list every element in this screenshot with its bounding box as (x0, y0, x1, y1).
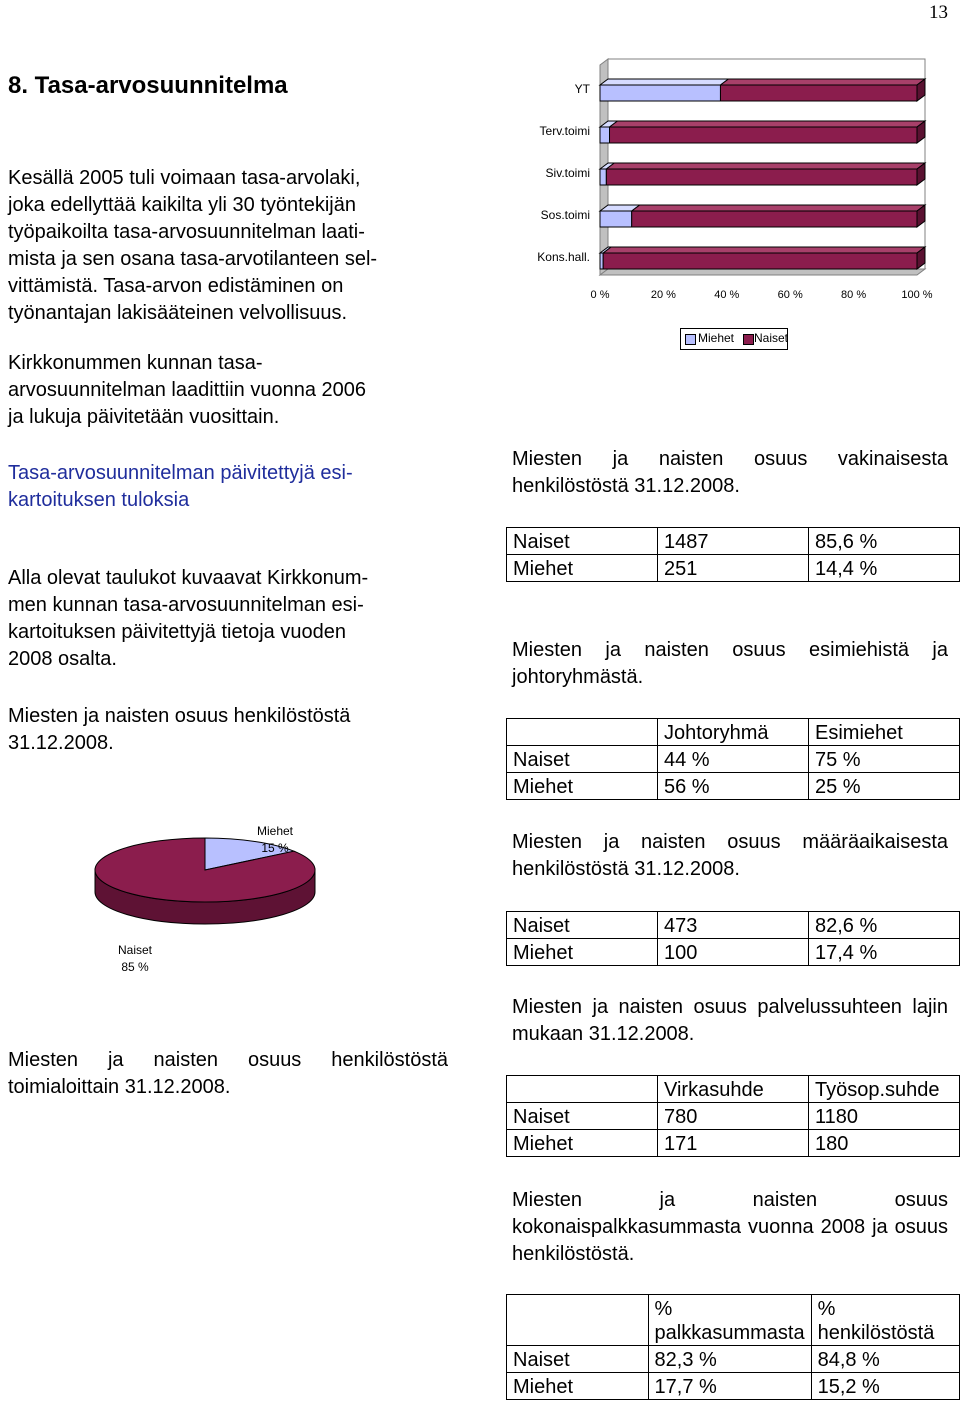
table-cell (507, 1295, 649, 1346)
text-line: Kesällä 2005 tuli voimaan tasa-arvolaki, (8, 167, 361, 189)
table-cell: Miehet (507, 555, 658, 582)
bar-naiset (720, 85, 917, 101)
legend-label-miehet: Miehet (698, 331, 735, 345)
bar-miehet (600, 85, 720, 101)
bar-top-naiset (606, 163, 925, 169)
table-cell: Miehet (507, 939, 658, 966)
chart-floor (600, 269, 925, 275)
management-table (506, 718, 960, 800)
table-cell: Naiset (507, 1346, 649, 1373)
table-cell: Miehet (507, 1373, 649, 1400)
table-cell: Naiset (507, 746, 658, 773)
table-row (507, 1130, 960, 1157)
temporary-staff-table (506, 911, 960, 966)
table-cell: 82,6 % (809, 912, 960, 939)
sector-bar-chart (530, 55, 960, 310)
page-heading: 8. Tasa-arvosuunnitelma (8, 72, 288, 99)
bar-naiset (603, 253, 917, 269)
table4-title: Miesten ja naisten osuus palvelussuhteen lajin mukaan 31.12.2008. (512, 996, 948, 1045)
pie-value-naiset: 85 % (121, 960, 149, 974)
bar-top-naiset (610, 121, 925, 127)
pie-label-miehet: Miehet (256, 824, 294, 838)
text-line: 2008 osalta. (8, 648, 117, 670)
table2-title: Miesten ja naisten osuus esimiehistä ja johtoryhmästä. (512, 639, 948, 688)
bar-top-naiset (603, 247, 925, 253)
table-cell: 251 (658, 555, 809, 582)
text-line: työpaikoilta tasa-arvosuunnitelman laati- (8, 221, 365, 243)
table-cell: 75 % (809, 746, 960, 773)
plan-paragraph (8, 350, 448, 431)
table-row (507, 528, 960, 555)
category-label: Terv.toimi (539, 124, 590, 138)
table-row (507, 555, 960, 582)
table-row (507, 746, 960, 773)
table-cell: 84,8 % (811, 1346, 959, 1373)
table-header-cell: Virkasuhde (658, 1076, 809, 1103)
table-row (507, 912, 960, 939)
table-cell: Miehet (507, 1130, 658, 1157)
table1-title: Miesten ja naisten osuus vakinaisesta henkilöstöstä 31.12.2008. (512, 448, 948, 497)
category-label: Siv.toimi (545, 166, 590, 180)
table-header-cell: Esimiehet (809, 719, 960, 746)
permanent-staff-table (506, 527, 960, 582)
text-line: arvosuunnitelman laadittiin vuonna 2006 (8, 379, 367, 401)
x-tick-label: 40 % (714, 289, 740, 301)
section-subheading (8, 460, 448, 514)
table-header-cell: % palkkasummasta (648, 1295, 811, 1346)
table-row (507, 1103, 960, 1130)
table-cell: 17,7 % (648, 1373, 811, 1400)
table-cell: 15,2 % (811, 1373, 959, 1400)
bar-miehet (600, 211, 632, 227)
text-line: Kirkkonummen kunnan tasa- (8, 352, 263, 374)
text-line: mista ja sen osana tasa-arvotilanteen sel- (8, 248, 378, 270)
text-line: ja lukuja päivitetään vuosittain. (8, 406, 280, 428)
pie-value-miehet: 15 % (261, 841, 289, 855)
table-cell: 780 (658, 1103, 809, 1130)
table-row (507, 1295, 960, 1346)
table-row (507, 939, 960, 966)
chart-legend (680, 328, 788, 350)
employment-type-table (506, 1075, 960, 1157)
table-cell: 100 (658, 939, 809, 966)
text-line: Alla olevat taulukot kuvaavat Kirkkonum- (8, 567, 369, 589)
table-cell: 14,4 % (809, 555, 960, 582)
payroll-table (506, 1294, 960, 1400)
category-label: Kons.hall. (537, 250, 590, 264)
table-cell (507, 1076, 658, 1103)
table-header-cell: Johtoryhmä (658, 719, 809, 746)
table-row (507, 1373, 960, 1400)
table-cell: Miehet (507, 773, 658, 800)
table-cell: 17,4 % (809, 939, 960, 966)
table-cell: 473 (658, 912, 809, 939)
table-cell: 171 (658, 1130, 809, 1157)
text-line: vittämistä. Tasa-arvon edistäminen on (8, 275, 344, 297)
table-header-cell: % henkilöstöstä (811, 1295, 959, 1346)
bar-miehet (600, 169, 606, 185)
category-label: YT (574, 82, 590, 96)
table-cell: Naiset (507, 528, 658, 555)
table-cell: 44 % (658, 746, 809, 773)
bar-top-naiset (720, 79, 925, 85)
text-line: kartoituksen tuloksia (8, 489, 190, 511)
table-cell: 1180 (809, 1103, 960, 1130)
table-row (507, 773, 960, 800)
table-cell: 85,6 % (809, 528, 960, 555)
table-row (507, 1076, 960, 1103)
table-row (507, 719, 960, 746)
text-line: joka edellyttää kaikilta yli 30 työntekijän (8, 194, 356, 216)
text-line: työnantajan lakisääteinen velvollisuus. (8, 302, 348, 324)
bar-miehet (600, 127, 610, 143)
x-tick-label: 60 % (777, 289, 803, 301)
text-line: kartoituksen päivitettyjä tietoja vuoden (8, 621, 346, 643)
table-cell (507, 719, 658, 746)
category-label: Sos.toimi (540, 208, 590, 222)
sector-caption: Miesten ja naisten osuus henkilöstöstä toimialoittain 31.12.2008. (8, 1049, 448, 1098)
table-header-cell: Työsop.suhde (809, 1076, 960, 1103)
page-number: 13 (929, 2, 948, 23)
x-tick-label: 20 % (650, 289, 676, 301)
pie-caption: Miesten ja naisten osuus henkilöstöstä 31.12.2008. (8, 705, 351, 754)
text-line: men kunnan tasa-arvosuunnitelman esi- (8, 594, 364, 616)
legend-label-naiset: Naiset (754, 331, 789, 345)
tables-description (8, 565, 448, 673)
legend-swatch-naiset (743, 334, 754, 345)
gender-pie-chart (0, 815, 470, 985)
intro-paragraph (8, 165, 448, 327)
table-row (507, 1346, 960, 1373)
x-tick-label: 80 % (841, 289, 867, 301)
bar-naiset (610, 127, 917, 143)
table-cell: 56 % (658, 773, 809, 800)
table-cell: Naiset (507, 912, 658, 939)
table3-title: Miesten ja naisten osuus määräaikaisesta henkilöstöstä 31.12.2008. (512, 831, 948, 880)
bar-top-naiset (632, 205, 925, 211)
table-cell: 1487 (658, 528, 809, 555)
x-tick-label: 0 % (590, 289, 610, 301)
table-cell: 25 % (809, 773, 960, 800)
legend-swatch-miehet (685, 334, 696, 345)
table-cell: 180 (809, 1130, 960, 1157)
bar-naiset (632, 211, 917, 227)
table5-title: Miesten ja naisten osuus kokonaispalkkasummasta vuonna 2008 ja osuus henkilöstöstä. (512, 1189, 948, 1265)
text-line: Tasa-arvosuunnitelman päivitettyjä esi- (8, 462, 353, 484)
x-tick-label: 100 % (901, 289, 933, 301)
bar-naiset (606, 169, 917, 185)
pie-label-naiset: Naiset (117, 943, 153, 957)
table-cell: Naiset (507, 1103, 658, 1130)
table-cell: 82,3 % (648, 1346, 811, 1373)
bar-top-miehet (600, 79, 728, 85)
